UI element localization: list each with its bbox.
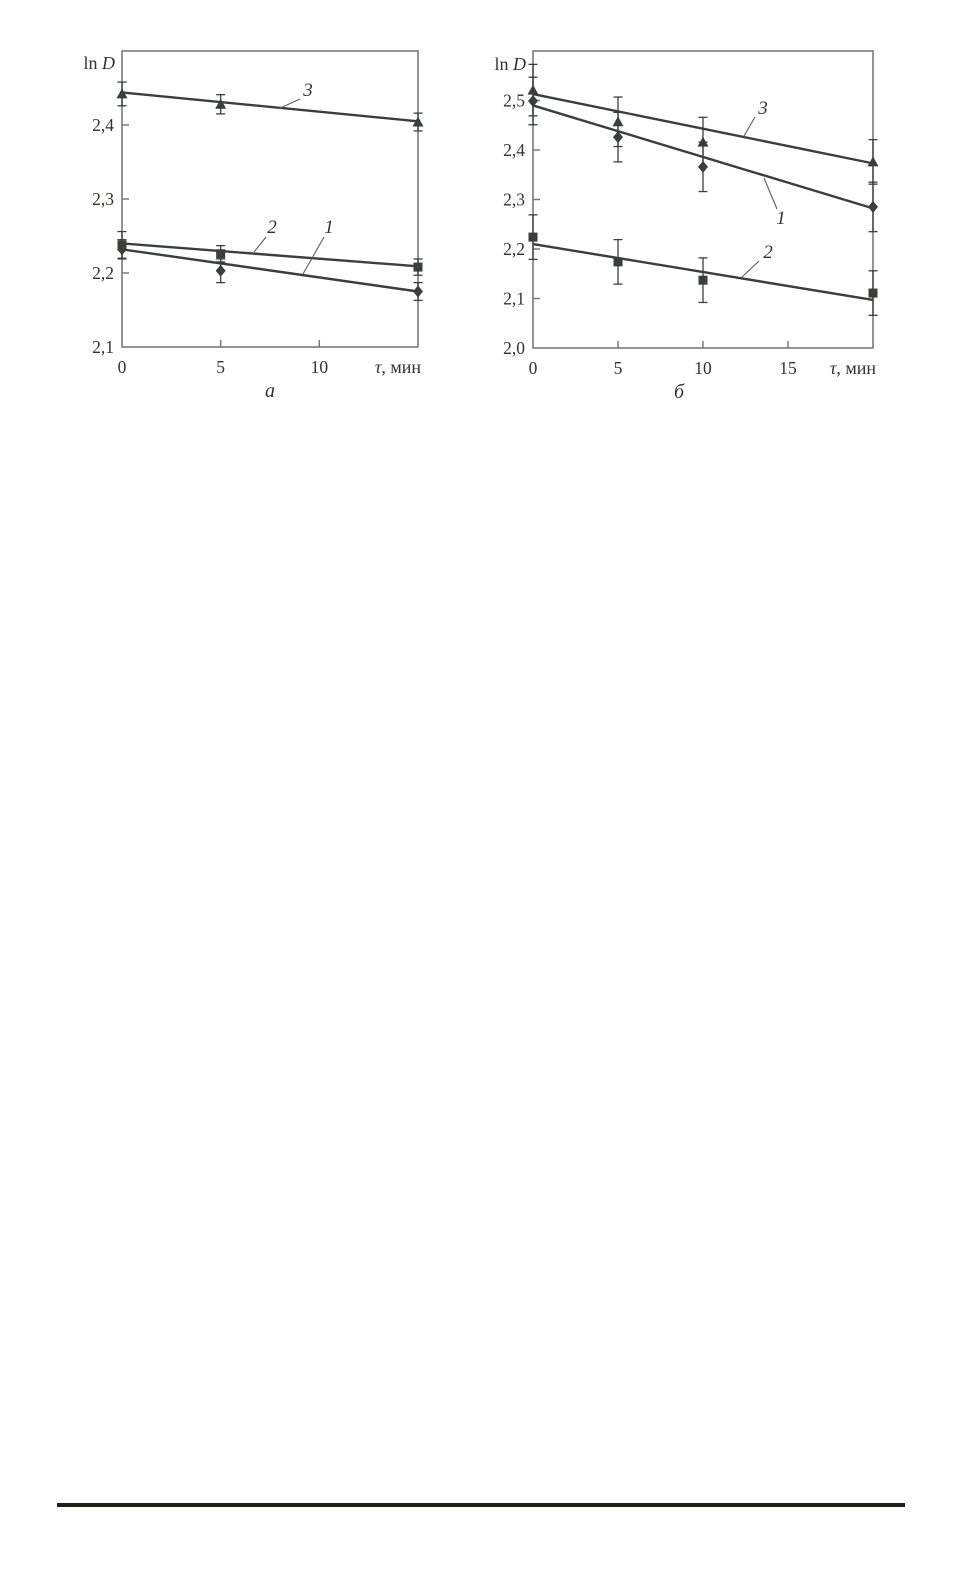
- y-tick-label: 2,4: [503, 140, 525, 160]
- plot-frame: [122, 51, 418, 347]
- panel-caption-б: б: [673, 381, 685, 403]
- chart-panel-а: [83, 51, 423, 402]
- x-tick-label: 0: [117, 357, 127, 377]
- series-2-marker-square: [699, 276, 708, 285]
- series-3-marker-triangle: [528, 85, 539, 95]
- series-3-trend-line: [122, 92, 418, 121]
- series-3-marker-triangle: [215, 99, 226, 109]
- plot-frame: [533, 51, 873, 348]
- series-2-marker-square: [529, 233, 538, 242]
- y-axis-label: ln D: [83, 53, 115, 73]
- y-tick-label: 2,2: [503, 239, 525, 259]
- y-tick-label: 2,3: [503, 189, 525, 210]
- x-tick-label: 10: [694, 358, 712, 378]
- chart-panel-б: [494, 51, 878, 403]
- y-axis-label: ln D: [494, 54, 526, 74]
- y-tick-label: 2,1: [92, 337, 114, 357]
- curve-label-2: 2: [763, 242, 773, 263]
- series-1-marker-diamond: [868, 201, 878, 213]
- footer-rule: [57, 1503, 905, 1507]
- series-3-marker-triangle: [613, 116, 624, 126]
- series-1-marker-diamond: [413, 286, 423, 298]
- x-tick-label: 0: [528, 358, 538, 378]
- y-tick-label: 2,3: [92, 189, 114, 209]
- y-tick-label: 2,2: [92, 263, 114, 283]
- x-tick-label: 5: [216, 357, 226, 377]
- curve-label-3: 3: [758, 98, 768, 119]
- y-tick-label: 2,4: [92, 115, 114, 135]
- x-tick-label: 5: [613, 358, 623, 378]
- panel-caption-а: а: [265, 380, 275, 402]
- curve-label-1: 1: [324, 217, 334, 238]
- two-panel-line-chart: [0, 0, 961, 430]
- y-tick-label: 2,0: [503, 338, 525, 358]
- curve-label-leader-2: [742, 261, 759, 277]
- curve-label-leader-1: [303, 237, 324, 274]
- curve-label-leader-3: [744, 117, 755, 136]
- series-2-marker-square: [216, 249, 225, 258]
- curve-label-3: 3: [303, 80, 313, 101]
- y-tick-label: 2,1: [503, 288, 525, 309]
- series-1-marker-diamond: [216, 265, 226, 277]
- x-tick-label: 15: [779, 358, 797, 378]
- x-axis-label: τ, мин: [374, 357, 421, 377]
- curve-label-2: 2: [267, 217, 277, 238]
- curve-label-leader-1: [764, 178, 777, 209]
- y-tick-label: 2,5: [503, 90, 525, 111]
- series-2-marker-square: [118, 240, 127, 249]
- curve-label-1: 1: [776, 208, 786, 229]
- series-2-marker-square: [614, 257, 623, 266]
- x-axis-label: τ, мин: [829, 358, 876, 378]
- curve-label-leader-2: [254, 237, 266, 252]
- x-tick-label: 10: [310, 357, 329, 377]
- series-2-marker-square: [414, 263, 423, 272]
- series-2-marker-square: [869, 289, 878, 298]
- curve-label-leader-3: [278, 99, 300, 109]
